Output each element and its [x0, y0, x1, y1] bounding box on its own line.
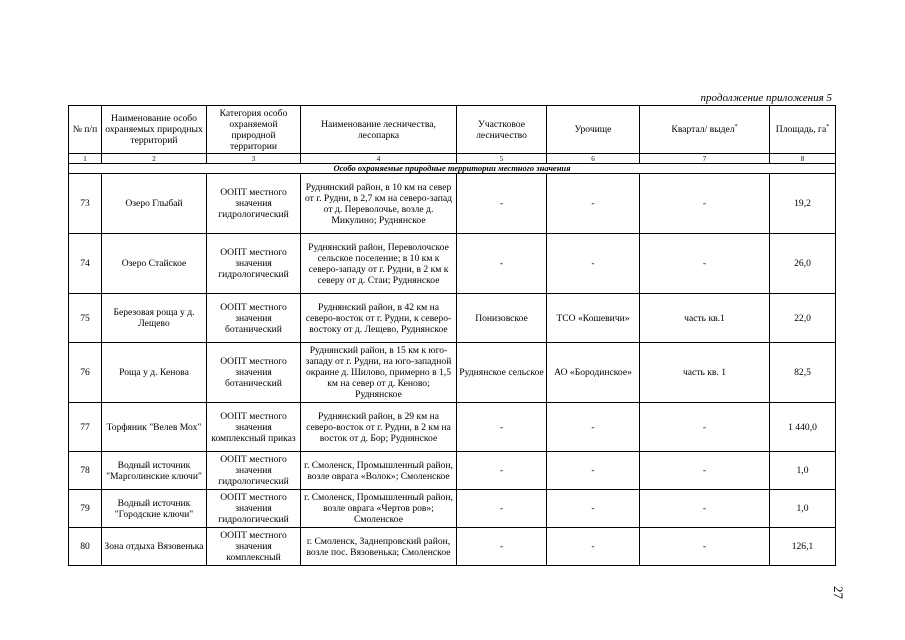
cell-name: Березовая роща у д. Лещево [102, 294, 207, 343]
cell-area: 26,0 [770, 234, 836, 294]
cell-forestry: Руднянский район, в 15 км к юго-западу от г. Рудни, на юго-западной окраине д. Шилово, примерно в 1,5 км на север от д. Кеново; Руднянское [301, 343, 457, 403]
cell-name: Озеро Глыбай [102, 174, 207, 234]
header-name: Наименование особо охраняемых природных территорий [102, 106, 207, 154]
header-district: Участковое лесничество [457, 106, 547, 154]
cell-name: Торфяник "Велев Мох" [102, 403, 207, 452]
cell-category: ООПТ местного значения гидрологический [207, 234, 301, 294]
cell-tract: - [547, 234, 640, 294]
header-tract: Урочище [547, 106, 640, 154]
cell-area: 1,0 [770, 452, 836, 490]
header-area-label: Площадь, га [775, 124, 827, 135]
cell-name: Озеро Стайское [102, 234, 207, 294]
cell-tract: - [547, 528, 640, 566]
cell-tract: - [547, 174, 640, 234]
table-row [69, 294, 836, 343]
cell-quarter: - [640, 452, 770, 490]
cell-quarter: - [640, 174, 770, 234]
cell-area: 82,5 [770, 343, 836, 403]
header-quarter-label: Квартал/ выдел [671, 124, 735, 135]
table-row [69, 403, 836, 452]
cell-forestry: Руднянский район, в 29 км на северо-восток от г. Рудни, в 2 км на восток от д. Бор; Руднянское [301, 403, 457, 452]
cell-num: 74 [69, 234, 102, 294]
header-area-mark: * [826, 123, 830, 130]
cell-forestry: Руднянский район, в 10 км на север от г. Рудни, в 2,7 км на северо-запад от д. Переволочье, возле д. Микулино; Руднянское [301, 174, 457, 234]
cell-name: Зона отдыха Вязовенька [102, 528, 207, 566]
column-number: 8 [770, 154, 836, 164]
cell-num: 78 [69, 452, 102, 490]
cell-num: 75 [69, 294, 102, 343]
cell-district: - [457, 234, 547, 294]
cell-num: 80 [69, 528, 102, 566]
cell-district: Понизовское [457, 294, 547, 343]
cell-quarter: - [640, 528, 770, 566]
cell-tract: - [547, 403, 640, 452]
cell-quarter: часть кв.1 [640, 294, 770, 343]
cell-num: 79 [69, 490, 102, 528]
column-number: 3 [207, 154, 301, 164]
column-number: 1 [69, 154, 102, 164]
cell-category: ООПТ местного значения ботанический [207, 294, 301, 343]
cell-district: - [457, 403, 547, 452]
cell-area: 1 440,0 [770, 403, 836, 452]
table-row [69, 234, 836, 294]
cell-num: 76 [69, 343, 102, 403]
cell-category: ООПТ местного значения ботанический [207, 343, 301, 403]
header-area [770, 106, 836, 154]
cell-district: - [457, 490, 547, 528]
table-row [69, 343, 836, 403]
header-num: № п/п [69, 106, 102, 154]
cell-area: 19,2 [770, 174, 836, 234]
cell-district: - [457, 528, 547, 566]
cell-tract: ТСО «Кошевичи» [547, 294, 640, 343]
cell-num: 73 [69, 174, 102, 234]
cell-category: ООПТ местного значения комплексный приказ [207, 403, 301, 452]
cell-category: ООПТ местного значения гидрологический [207, 490, 301, 528]
cell-forestry: г. Смоленск, Промышленный район, возле оврага «Чертов ров»; Смоленское [301, 490, 457, 528]
cell-category: ООПТ местного значения комплексный [207, 528, 301, 566]
column-number: 5 [457, 154, 547, 164]
appendix-caption: продолжение приложения 5 [700, 92, 832, 104]
cell-area: 126,1 [770, 528, 836, 566]
table-row [69, 452, 836, 490]
cell-quarter: - [640, 234, 770, 294]
protected-areas-table [68, 105, 836, 566]
cell-area: 1,0 [770, 490, 836, 528]
table-row [69, 174, 836, 234]
table-row [69, 528, 836, 566]
cell-area: 22,0 [770, 294, 836, 343]
cell-tract: АО «Бородинское» [547, 343, 640, 403]
cell-tract: - [547, 452, 640, 490]
header-quarter-mark: * [734, 123, 738, 130]
header-forestry: Наименование лесничества, лесопарка [301, 106, 457, 154]
cell-district: Руднянское сельское [457, 343, 547, 403]
cell-category: ООПТ местного значения гидрологический [207, 452, 301, 490]
cell-district: - [457, 174, 547, 234]
cell-forestry: Руднянский район, Переволочское сельское поселение; в 10 км к северо-западу от г. Рудни, в 2 км к северу от д. Стаи; Руднянское [301, 234, 457, 294]
column-number: 6 [547, 154, 640, 164]
cell-forestry: г. Смоленск, Заднепровский район, возле пос. Вязовенька; Смоленское [301, 528, 457, 566]
cell-district: - [457, 452, 547, 490]
cell-category: ООПТ местного значения гидрологический [207, 174, 301, 234]
column-numbers-row [69, 154, 836, 164]
cell-quarter: - [640, 403, 770, 452]
column-number: 7 [640, 154, 770, 164]
page-number: 27 [831, 586, 846, 599]
cell-forestry: Руднянский район, в 42 км на северо-восток от г. Рудни, к северо-востоку от д. Лещево, Руднянское [301, 294, 457, 343]
section-row [69, 164, 836, 174]
table-row [69, 490, 836, 528]
section-title: Особо охраняемые природные территории местного значения [69, 164, 836, 174]
cell-quarter: - [640, 490, 770, 528]
cell-name: Водный источник "Марголинские ключи" [102, 452, 207, 490]
header-quarter [640, 106, 770, 154]
cell-name: Водный источник "Городские ключи" [102, 490, 207, 528]
cell-num: 77 [69, 403, 102, 452]
header-category: Категория особо охраняемой природной территории [207, 106, 301, 154]
column-number: 4 [301, 154, 457, 164]
cell-forestry: г. Смоленск, Промышленный район, возле оврага «Волок»; Смоленское [301, 452, 457, 490]
cell-quarter: часть кв. 1 [640, 343, 770, 403]
cell-name: Роща у д. Кенова [102, 343, 207, 403]
column-number: 2 [102, 154, 207, 164]
cell-tract: - [547, 490, 640, 528]
